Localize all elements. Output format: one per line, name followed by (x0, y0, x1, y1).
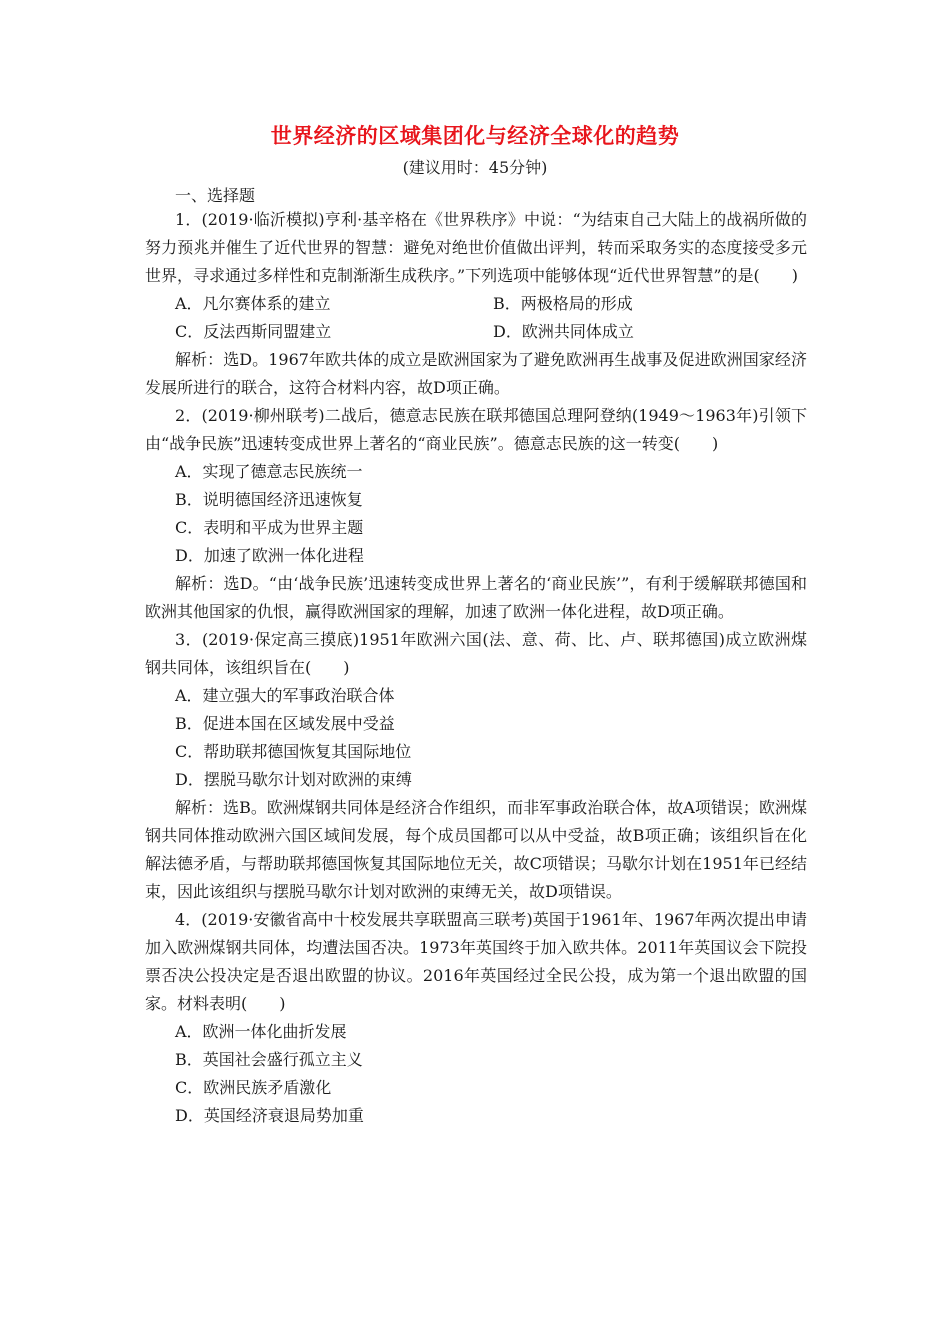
question-1-analysis: 解析：选D。1967年欧共体的成立是欧洲国家为了避免欧洲再生战事及促进欧洲国家经济发展所进行的联合，这符合材料内容，故D项正确。 (145, 350, 807, 397)
question-2-option-a: A．实现了德意志民族统一 (175, 462, 363, 481)
question-3-stem: 3．(2019·保定高三摸底)1951年欧洲六国(法、意、荷、比、卢、联邦德国)成立欧洲煤钢共同体，该组织旨在( ) (145, 630, 807, 677)
question-2-analysis: 解析：选D。“由‘战争民族’迅速转变成世界上著名的‘商业民族’”，有利于缓解联邦德国和欧洲其他国家的仇恨，赢得欧洲国家的理解，加速了欧洲一体化进程，故D项正确。 (145, 574, 807, 621)
question-3-option-d: D．摆脱马歇尔计划对欧洲的束缚 (175, 770, 412, 789)
question-4-option-b: B．英国社会盛行孤立主义 (175, 1050, 363, 1069)
question-2-option-d: D．加速了欧洲一体化进程 (175, 546, 364, 565)
question-1-options-row-1 (175, 290, 807, 318)
question-1-options-row-2 (175, 318, 807, 346)
page-subtitle: (建议用时：45分钟) (402, 158, 548, 177)
question-4-stem: 4．(2019·安徽省高中十校发展共享联盟高三联考)英国于1961年、1967年两次提出申请加入欧洲煤钢共同体，均遭法国否决。1973年英国终于加入欧共体。2011年英国议会下院投票否决公投决定是否退出欧盟的协议。2016年英国经过全民公投，成为第一个退出欧盟的国家。材料表明( ) (145, 910, 807, 1013)
section-heading: 一、选择题 (175, 186, 256, 205)
question-2-option-c: C．表明和平成为世界主题 (175, 518, 364, 537)
question-list (145, 206, 807, 1130)
question-4-option-a: A．欧洲一体化曲折发展 (175, 1022, 347, 1041)
question-1-option-d: D．欧洲共同体成立 (493, 322, 634, 341)
question-1-option-b: B．两极格局的形成 (493, 294, 633, 313)
question-4-option-c: C．欧洲民族矛盾激化 (175, 1078, 332, 1097)
page-title: 世界经济的区域集团化与经济全球化的趋势 (270, 124, 680, 148)
question-3-option-a: A．建立强大的军事政治联合体 (175, 686, 395, 705)
question-2-option-b: B．说明德国经济迅速恢复 (175, 490, 363, 509)
question-3-analysis: 解析：选B。欧洲煤钢共同体是经济合作组织，而非军事政治联合体，故A项错误；欧洲煤钢共同体推动欧洲六国区域间发展，每个成员国都可以从中受益，故B项正确；该组织旨在化解法德矛盾，与帮助联邦德国恢复其国际地位无关，故C项错误；马歇尔计划在1951年已经结束，因此该组织与摆脱马歇尔计划对欧洲的束缚无关，故D项错误。 (145, 798, 807, 901)
question-1-stem: 1．(2019·临沂模拟)亨利·基辛格在《世界秩序》中说：“为结束自己大陆上的战祸所做的努力预兆并催生了近代世界的智慧：避免对绝世价值做出评判，转而采取务实的态度接受多元世界，寻求通过多样性和克制渐渐生成秩序。”下列选项中能够体现“近代世界智慧”的是( ) (145, 210, 807, 285)
question-3-option-c: C．帮助联邦德国恢复其国际地位 (175, 742, 412, 761)
question-1-option-a: A．凡尔赛体系的建立 (175, 294, 331, 313)
question-2-stem: 2．(2019·柳州联考)二战后，德意志民族在联邦德国总理阿登纳(1949～1963年)引领下由“战争民族”迅速转变成世界上著名的“商业民族”。德意志民族的这一转变( ) (145, 406, 807, 453)
question-3-option-b: B．促进本国在区域发展中受益 (175, 714, 395, 733)
question-1-option-c: C．反法西斯同盟建立 (175, 322, 332, 341)
question-4-option-d: D．英国经济衰退局势加重 (175, 1106, 364, 1125)
